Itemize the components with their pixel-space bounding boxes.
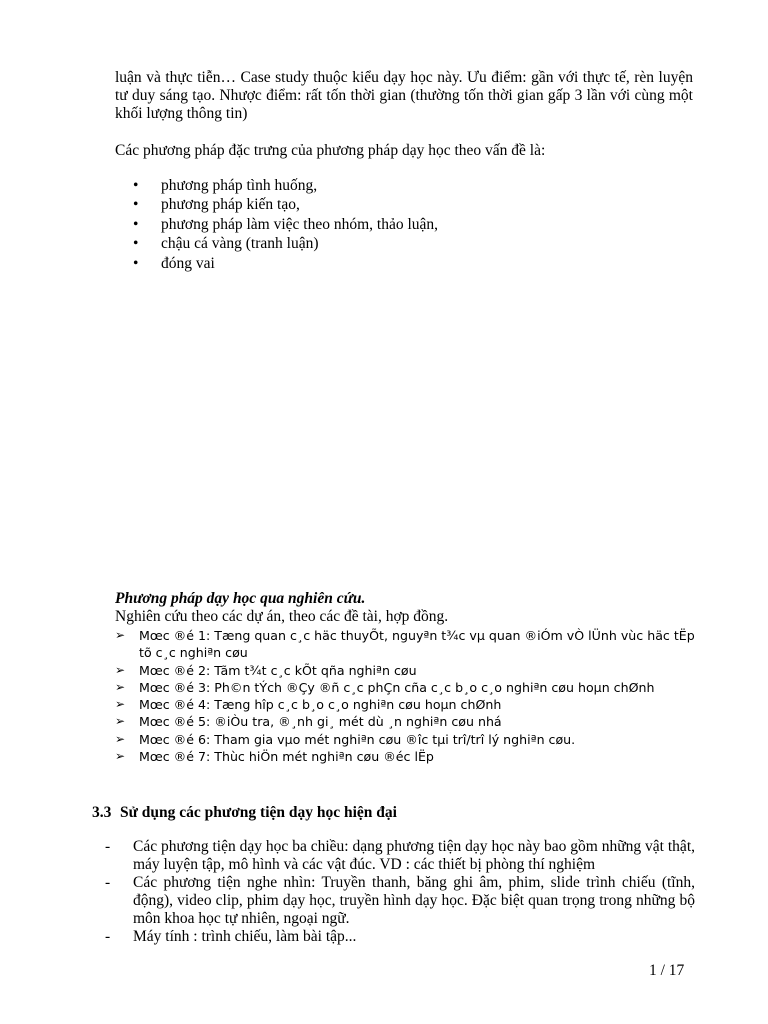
list-item: • chậu cá vàng (tranh luận) xyxy=(133,235,319,253)
list-item: ➢ Mœc ®é 4: Tæng hîp c¸c b¸o c¸o nghiªn cøu hoµn chØnh xyxy=(115,697,502,713)
bullet-icon: • xyxy=(133,177,139,194)
arrow-bullet-icon: ➢ xyxy=(115,697,126,712)
list-item: • phương pháp tình huống, xyxy=(133,177,318,194)
research-level-list xyxy=(115,627,695,765)
arrow-bullet-icon: ➢ xyxy=(115,731,126,746)
intro-paragraph: luận và thực tiễn… Case study thuộc kiểu dạy học này. Ưu điểm: gần với thực tế, rèn luyện tư duy sáng tạo. Nhược điểm: rất tốn thời gian (thường tốn thời gian gấp 3 lần với cùng một khối lượng thông tin) xyxy=(115,69,693,122)
dash-bullet-icon: - xyxy=(105,928,111,945)
list-item: ➢ Mœc ®é 7: Thùc hiÖn mét nghiªn cøu ®éc lËp xyxy=(115,749,434,765)
list-item: • phương pháp làm việc theo nhóm, thảo luận, xyxy=(133,215,439,233)
list-item: ➢ Mœc ®é 6: Tham gia vµo mét nghiªn cøu ®îc tµi trî/trî lý nghiªn cøu. xyxy=(115,731,576,747)
arrow-bullet-icon: ➢ xyxy=(115,749,126,764)
method-bullet-list xyxy=(133,177,438,274)
page-number: 1 / 17 xyxy=(649,962,685,979)
bullet-icon: • xyxy=(133,196,139,214)
arrow-bullet-icon: ➢ xyxy=(115,679,126,694)
list-item: - Máy tính : trình chiếu, làm bài tập... xyxy=(105,928,357,945)
list-item: ➢ Mœc ®é 2: Tãm t¾t c¸c kÕt qña nghiªn cøu xyxy=(115,662,417,678)
list-item: - Các phương tiện dạy học ba chiều: dạng phương tiện dạy học này bao gồm những vật thật, máy luyện tập, mô hình và các vật đúc. VD : các thiết bị phòng thí nghiệm xyxy=(105,838,695,873)
section-heading xyxy=(92,804,397,822)
dash-bullet-icon: - xyxy=(105,874,111,891)
section-number: 3.3 xyxy=(92,804,112,821)
intro-lead-sentence: Các phương pháp đặc trưng của phương pháp dạy học theo vấn đề là: xyxy=(115,142,546,159)
list-item: • phương pháp kiến tạo, xyxy=(133,196,300,214)
section-title: Sử dụng các phương tiện dạy học hiện đại xyxy=(120,804,397,821)
research-method-heading: Phương pháp dạy học qua nghiên cứu. xyxy=(115,590,366,607)
arrow-bullet-icon: ➢ xyxy=(115,628,126,642)
list-item: ➢ Mœc ®é 1: Tæng quan c¸c häc thuyÕt, nguyªn t¾c vµ quan ®iÓm vÒ lÜnh vùc häc tËp tõ c¸c nghiªn cøu xyxy=(115,628,695,661)
bullet-icon: • xyxy=(133,254,139,272)
bullet-icon: • xyxy=(133,215,139,233)
dash-bullet-icon: - xyxy=(105,838,111,855)
list-item: ➢ Mœc ®é 5: ®iÒu tra, ®¸nh gi¸ mét dù ¸n nghiªn cøu nhá xyxy=(115,714,502,730)
arrow-bullet-icon: ➢ xyxy=(115,714,126,729)
bullet-icon: • xyxy=(133,235,139,253)
arrow-bullet-icon: ➢ xyxy=(115,662,126,677)
list-item: • đóng vai xyxy=(133,254,215,272)
list-item: - Các phương tiện nghe nhìn: Truyền thanh, băng ghi âm, phim, slide trình chiếu (tĩnh, động), video clip, phim dạy học, truyền hình dạy học. Đặc biệt quan trọng trong những bộ môn khoa học tự nhiên, ngoại ngữ. xyxy=(105,874,695,927)
list-item: ➢ Mœc ®é 3: Ph©n tÝch ®Çy ®ñ c¸c phÇn cña c¸c b¸o c¸o nghiªn cøu hoµn chØnh xyxy=(115,679,655,695)
research-intro-text: Nghiên cứu theo các dự án, theo các đề tài, hợp đồng. xyxy=(115,608,449,625)
teaching-tools-list xyxy=(105,838,695,946)
